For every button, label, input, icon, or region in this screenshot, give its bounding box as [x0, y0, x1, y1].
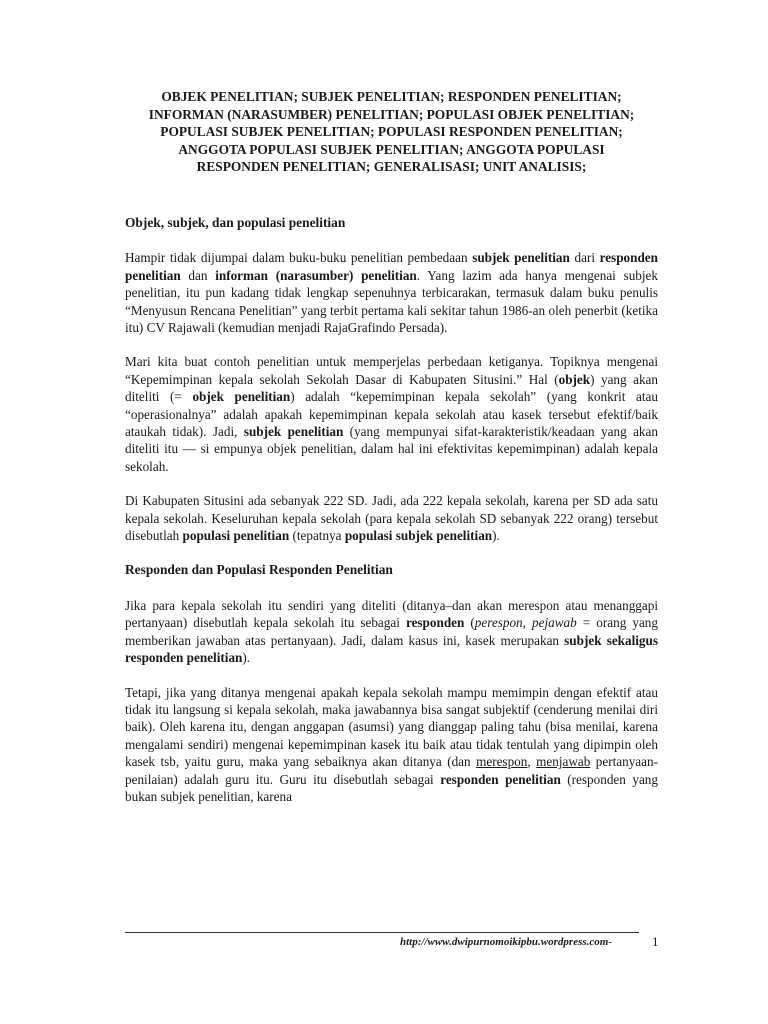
document-title — [125, 88, 658, 176]
footer-divider — [125, 932, 639, 933]
text-run: ) yang akan diteliti (= — [125, 371, 658, 405]
text-run: (tepatnya — [289, 528, 345, 544]
bold-term: responden — [405, 615, 465, 631]
text-run: Di Kabupaten Situsini ada sebanyak 222 SD. Jadi, ada 222 kepala sekolah, karena per SD ada satu kepala sekolah. Keseluruhan kepala sekolah (para kepala sekolah SD sebanyak 222 orang) tersebut disebutlah — [125, 493, 658, 544]
bold-term: subjek penelitian — [243, 424, 344, 440]
underlined-term: menjawab — [536, 754, 591, 770]
section-heading-responden: Responden dan Populasi Responden Penelitian — [125, 562, 393, 578]
bold-term: objek penelitian — [192, 389, 291, 405]
section-heading-objek-subjek: Objek, subjek, dan populasi penelitian — [125, 214, 346, 230]
title-line: INFORMAN (NARASUMBER) PENELITIAN; POPULASI OBJEK PENELITIAN; — [148, 106, 635, 122]
paragraph — [125, 492, 658, 544]
bold-term: penelitian — [361, 267, 417, 283]
text-run: (responden yang bukan subjek penelitian, karena — [125, 771, 658, 804]
bold-term: objek — [558, 371, 591, 387]
text-run: Hampir tidak dijumpai dalam buku-buku penelitian pembedaan — [125, 250, 473, 266]
text-run: , — [527, 754, 537, 770]
paragraph — [125, 353, 658, 475]
underlined-term: merespon — [476, 754, 528, 770]
title-line: POPULASI SUBJEK PENELITIAN; POPULASI RESPONDEN PENELITIAN; — [160, 124, 623, 140]
footer-url: http://www.dwipurnomoikipbu.wordpress.com- — [400, 936, 612, 948]
text-run: (yang mempunyai sifat-karakteristik/keadaan yang akan diteliti itu — si empunya objek penelitian, dalam hal ini efektivitas kepemimpinan) adalah kepala sekolah. — [125, 424, 658, 474]
text-run: = orang yang memberikan jawaban atas pertanyaan). Jadi, dalam kasus ini, kasek merupakan — [125, 615, 658, 648]
title-line: OBJEK PENELITIAN; SUBJEK PENELITIAN; RESPONDEN PENELITIAN; — [161, 89, 622, 104]
bold-term: populasi subjek penelitian — [344, 528, 493, 544]
page-number: 1 — [652, 934, 659, 949]
text-run: dan — [180, 267, 216, 283]
text-run: ) adalah “kepemimpinan kepala sekolah” (yang konkrit atau “operasionalnya” adalah apakah kepemimpinan kepala sekolah atau kasek tersebut efektif/baik ataukah tidak). Jadi, — [125, 389, 658, 440]
text-run: Mari kita buat contoh penelitian untuk memperjelas perbedaan ketiganya. Topiknya mengenai “Kepemimpinan kepala sekolah Sekolah Dasar di Kabupaten Situsini.” Hal ( — [125, 354, 658, 387]
text-run: . Yang lazim ada hanya mengenai subjek penelitian, itu pun kadang tidak lengkap sepenuhnya terbicarakan, termasuk dalam buku penulis “Menyusun Rencana Penelitian” yang terbit pertama kali sekitar tahun 1986-an oleh penerbit (ketika itu) CV Rajawali (kemudian menjadi RajaGrafindo Persada). — [125, 267, 658, 335]
text-run: , — [522, 615, 533, 631]
bold-term: informan (narasumber) — [215, 267, 354, 283]
text-run: ). — [242, 650, 251, 666]
text-run: ). — [492, 528, 500, 544]
paragraph — [125, 597, 658, 667]
text-run: Jika para kepala sekolah itu sendiri yang diteliti (ditanya–dan akan merespon atau menanggapi pertanyaan) disebutlah kepala sekolah itu sebagai — [125, 597, 658, 631]
italic-term: pejawab — [532, 615, 577, 631]
title-line: ANGGOTA POPULASI SUBJEK PENELITIAN; ANGGOTA POPULASI — [178, 141, 605, 157]
paragraph — [125, 249, 658, 336]
italic-term: perespon — [474, 615, 523, 631]
text-run: ( — [464, 615, 475, 631]
bold-term: responden penelitian — [440, 771, 561, 787]
text-run: dari — [569, 250, 600, 266]
paragraph — [125, 684, 658, 806]
bold-term: populasi penelitian — [182, 528, 290, 544]
title-line: RESPONDEN PENELITIAN; GENERALISASI; UNIT ANALISIS; — [196, 159, 587, 175]
bold-term: subjek penelitian — [472, 250, 570, 266]
text-run — [353, 268, 361, 283]
text-run: pertanyaan-penilaian) adalah guru itu. Guru itu disebutlah sebagai — [125, 754, 658, 787]
text-run: Tetapi, jika yang ditanya mengenai apakah kepala sekolah mampu memimpin dengan efektif atau tidak itu langsung si kepala sekolah, maka jawabannya bisa sangat subjektif (cenderung menilai diri baik). Oleh karena itu, dengan anggapan (asumsi) yang dianggap paling tahu (bisa menilai, karena mengalami sendiri) mengenai kepemimpinan kasek itu baik atau tidak tentulah yang dipimpin oleh kasek tsb, yaitu guru, maka yang sebaiknya akan ditanya (dan — [125, 684, 658, 770]
document-body — [125, 88, 658, 822]
bold-term: subjek sekaligus responden penelitian — [125, 632, 658, 666]
bold-term: responden penelitian — [125, 250, 658, 283]
